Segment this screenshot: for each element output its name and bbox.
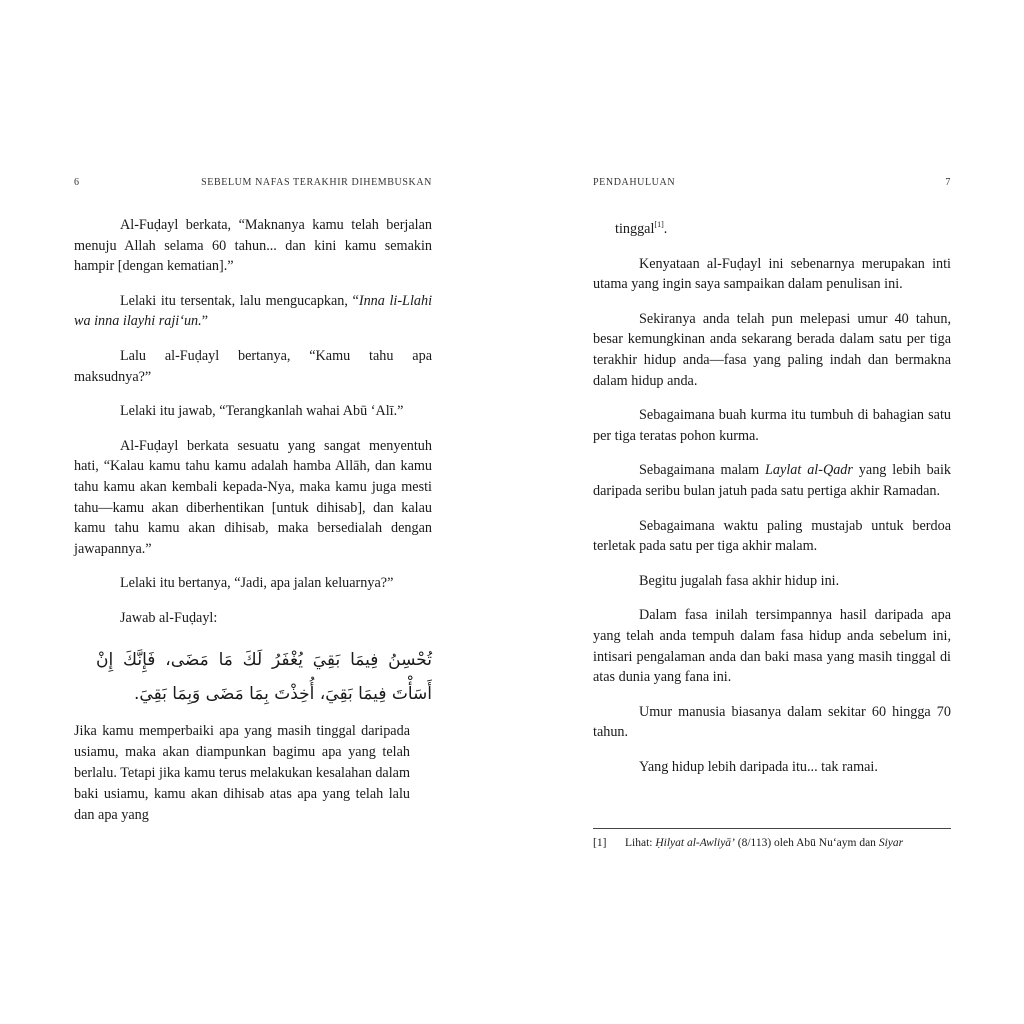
paragraph-text: yang lebih baik daripada seribu bulan jatuh pada satu pertiga akhir Ramadan.	[593, 462, 951, 499]
continuation-end: .	[663, 221, 668, 237]
paragraph: Lelaki itu bertanya, “Jadi, apa jalan keluarnya?”	[120, 575, 394, 592]
running-head-title-left: SEBELUM NAFAS TERAKHIR DIHEMBUSKAN	[201, 177, 432, 188]
footnote-title: Ḥilyat al-Awliyā’	[655, 837, 735, 849]
arabic-translation: Jika kamu memperbaiki apa yang masih tinggal daripada usiamu, maka akan diampunkan bagimu apa yang telah berlalu. Tetapi jika kamu terus melakukan kesalahan dalam baki usiamu, kamu akan dihisab atas apa yang telah lalu dan apa yang	[74, 722, 410, 823]
continuation-paragraph	[593, 215, 951, 240]
paragraph: Lelaki itu jawab, “Terangkanlah wahai Abū ‘Alī.”	[120, 403, 404, 420]
paragraph	[74, 291, 432, 332]
page-number-left: 6	[74, 177, 80, 188]
paragraph-text: Sebagaimana malam	[639, 462, 766, 479]
arabic-quote: تُحْسِنُ فِيمَا بَقِيَ يُغْفَرُ لَكَ مَا مَضَى، فَإِنَّكَ إِنْ أَسَأْتَ فِيمَا بَقِيَ، أُخِذْتَ بِمَا مَضَى وَبِمَا بَقِيَ.	[96, 649, 432, 704]
paragraph: Sekiranya anda telah pun melepasi umur 40 tahun, besar kemungkinan anda sekarang berada dalam satu per tiga terakhir hidup anda—fasa yang paling indah dan bermakna dalam hidup anda.	[593, 310, 951, 389]
footnote-mark: [1]	[593, 837, 607, 849]
left-body-text	[74, 215, 432, 826]
paragraph: Al-Fuḍayl berkata, “Maknanya kamu telah berjalan menuju Allah selama 60 tahun... dan kini kamu semakin hampir [dengan kematian].”	[74, 217, 432, 275]
continuation-text: tinggal	[615, 221, 655, 237]
paragraph: Umur manusia biasanya dalam sekitar 60 hingga 70 tahun.	[593, 703, 951, 741]
paragraph: Sebagaimana waktu paling mustajab untuk berdoa terletak pada satu per tiga akhir malam.	[593, 517, 951, 555]
closing-quote: ”	[201, 313, 208, 330]
paragraph: Kenyataan al-Fuḍayl ini sebenarnya merupakan inti utama yang ingin saya sampaikan dalam penulisan ini.	[593, 255, 951, 293]
page-number-right: 7	[945, 177, 951, 188]
inna-lillahi-phrase: Inna li-Llahi wa inna ilayhi raji‘un.	[74, 292, 433, 330]
paragraph-text: Lelaki itu tersentak, lalu mengucapkan, “	[120, 292, 359, 309]
footnote-middle: (8/113) oleh Abū Nu‘aym dan	[734, 837, 879, 849]
footnote-prefix: Lihat:	[625, 837, 656, 849]
footnote-reference[interactable]: [1]	[654, 220, 664, 229]
paragraph: Begitu jugalah fasa akhir hidup ini.	[639, 572, 840, 589]
footnote-divider	[593, 828, 951, 829]
footnote-title-2: Siyar	[878, 837, 904, 849]
running-head-title-right: PENDAHULUAN	[593, 177, 676, 188]
right-body-text	[593, 215, 951, 791]
paragraph: Sebagaimana buah kurma itu tumbuh di bahagian satu per tiga teratas pohon kurma.	[593, 407, 951, 444]
paragraph: Dalam fasa inilah tersimpannya hasil daripada apa yang telah anda tempuh dalam fasa hidup anda sebelum ini, intisari pengalaman anda dan baki masa yang masih tinggal di atas dunia yang fana ini.	[593, 607, 951, 686]
paragraph: Yang hidup lebih daripada itu... tak ramai.	[639, 758, 878, 775]
laylat-al-qadr-phrase: Laylat al-Qadr	[765, 462, 853, 479]
paragraph: Al-Fuḍayl berkata sesuatu yang sangat menyentuh hati, “Kalau kamu tahu kamu adalah hamba Allāh, dan kamu tahu kamu akan kembali kepada-Nya, maka kamu juga mesti tahu—kamu akan diberhentikan [untuk dihisab], dan kalau kamu tahu kamu akan dihisab, maka bersedialah dengan jawapannya.”	[74, 437, 432, 557]
paragraph: Lalu al-Fuḍayl bertanya, “Kamu tahu apa maksudnya?”	[74, 347, 432, 385]
paragraph: Jawab al-Fuḍayl:	[120, 609, 218, 626]
paragraph	[593, 460, 951, 501]
footnote	[593, 836, 951, 851]
